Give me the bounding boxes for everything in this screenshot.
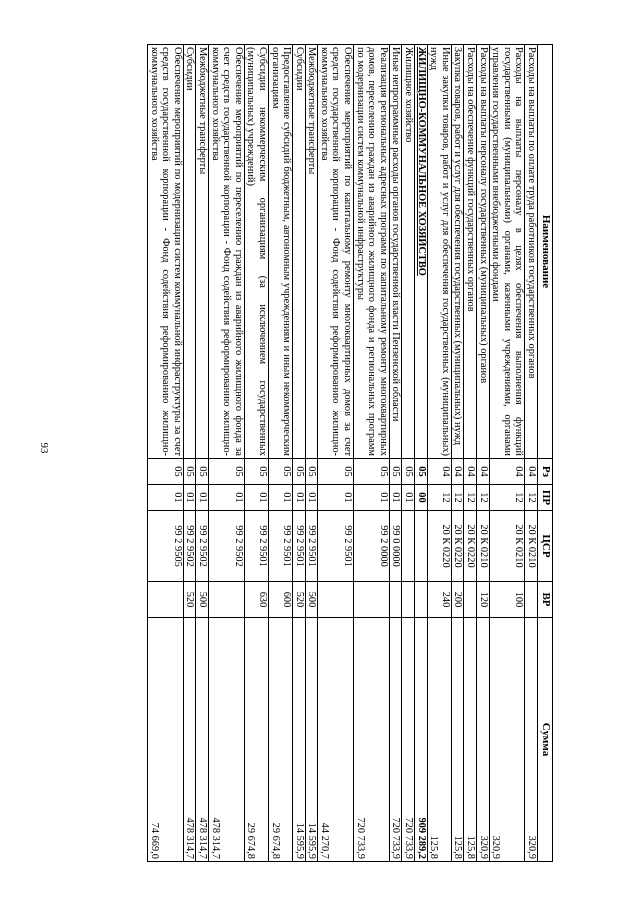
cell-name: Иные непрограммные расходы органов государственной власти Пензенской области <box>389 45 402 459</box>
cell-rz: 04 <box>525 459 538 485</box>
cell-sum: 14 595,9 <box>305 618 318 862</box>
cell-sum: 125,8 <box>464 618 477 862</box>
cell-pr: 01 <box>402 485 415 511</box>
cell-pr: 12 <box>489 485 525 511</box>
cell-pr: 01 <box>389 485 402 511</box>
table-row <box>293 45 306 862</box>
table-row <box>415 45 428 862</box>
cell-rz: 05 <box>268 459 292 485</box>
cell-csr <box>415 511 428 582</box>
cell-sum: 478 314,7 <box>208 618 244 862</box>
cell-csr: 99 0 0000 <box>389 511 402 582</box>
cell-sum: 74 669,0 <box>148 618 184 862</box>
cell-csr <box>402 511 415 582</box>
cell-sum: 320,9 <box>489 618 525 862</box>
cell-name: Обеспечение мероприятий по модернизации систем коммунальной инфраструктуры за счет средств государственной корпорации - Фонд содействия реформированию жилищно-коммунального хозяйства <box>148 45 184 459</box>
cell-name: Субсидии <box>183 45 196 459</box>
cell-pr: 12 <box>464 485 477 511</box>
cell-csr: 99 2 9501 <box>293 511 306 582</box>
cell-sum: 14 595,9 <box>293 618 306 862</box>
cell-vr <box>208 582 244 618</box>
cell-csr: 99 2 9501 <box>244 511 268 582</box>
table-header-row <box>538 45 553 862</box>
cell-rz: 05 <box>402 459 415 485</box>
cell-rz: 05 <box>148 459 184 485</box>
cell-pr: 01 <box>148 485 184 511</box>
budget-table <box>147 44 553 862</box>
cell-name: Расходы на выплаты по оплате труда работников государственных органов <box>525 45 538 459</box>
cell-pr: 01 <box>196 485 209 511</box>
cell-pr: 00 <box>415 485 428 511</box>
cell-pr: 01 <box>208 485 244 511</box>
cell-name: Межбюджетные трансферты <box>196 45 209 459</box>
cell-name: Предоставление субсидий бюджетным, автономным учреждениям и иным некоммерческим организациям <box>268 45 292 459</box>
cell-vr: 500 <box>196 582 209 618</box>
cell-vr: 600 <box>268 582 292 618</box>
cell-csr: 99 2 9505 <box>148 511 184 582</box>
cell-rz: 04 <box>427 459 451 485</box>
cell-csr: 20 К 0220 <box>427 511 451 582</box>
cell-pr: 01 <box>305 485 318 511</box>
cell-name: ЖИЛИЩНО-КОММУНАЛЬНОЕ ХОЗЯЙСТВО <box>415 45 428 459</box>
cell-rz: 05 <box>244 459 268 485</box>
header-vr: ВР <box>538 582 553 618</box>
table-row <box>305 45 318 862</box>
cell-pr: 01 <box>354 485 390 511</box>
cell-rz: 04 <box>451 459 464 485</box>
cell-csr: 99 2 9502 <box>183 511 196 582</box>
header-name: Наименование <box>538 45 553 459</box>
table-row <box>183 45 196 862</box>
cell-name: Обеспечение мероприятий по переселению граждан из аварийного жилищного фонда за счет средств государственной корпорации - Фонд содействия реформированию жилищно-коммунального хозяйства <box>208 45 244 459</box>
cell-rz: 05 <box>293 459 306 485</box>
table-row <box>451 45 464 862</box>
table-row <box>525 45 538 862</box>
header-sum: Сумма <box>538 618 553 862</box>
cell-rz: 05 <box>305 459 318 485</box>
cell-vr: 520 <box>183 582 196 618</box>
cell-csr: 99 2 9501 <box>305 511 318 582</box>
cell-csr: 99 2 9502 <box>196 511 209 582</box>
cell-rz: 05 <box>208 459 244 485</box>
cell-vr <box>354 582 390 618</box>
cell-name: Реализация региональных адресных программ по капитальному ремонту многоквартирных домов, переселению граждан из аварийного жилищного фонда и региональных программ по модернизации систем коммунальной инфраструктуры <box>354 45 390 459</box>
cell-name: Межбюджетные трансферты <box>305 45 318 459</box>
cell-vr: 200 <box>451 582 464 618</box>
cell-sum: 720 733,9 <box>402 618 415 862</box>
cell-rz: 05 <box>196 459 209 485</box>
table-body <box>148 45 538 862</box>
table-row <box>354 45 390 862</box>
cell-vr: 100 <box>489 582 525 618</box>
cell-name: Обеспечение мероприятий по капитальному ремонту многоквартирных домов за счет средств государственной корпорации - Фонд содействия реформированию жилищно-коммунального хозяйства <box>318 45 354 459</box>
cell-vr <box>464 582 477 618</box>
cell-name: Расходы на обеспечение функций государственных органов <box>464 45 477 459</box>
cell-pr: 01 <box>293 485 306 511</box>
cell-vr <box>525 582 538 618</box>
cell-csr: 20 К 0220 <box>451 511 464 582</box>
table-row <box>196 45 209 862</box>
table-row <box>148 45 184 862</box>
cell-rz: 05 <box>354 459 390 485</box>
cell-vr <box>318 582 354 618</box>
cell-sum: 320,9 <box>525 618 538 862</box>
table-row <box>477 45 490 862</box>
cell-vr: 240 <box>427 582 451 618</box>
cell-csr: 20 К 0210 <box>525 511 538 582</box>
cell-rz: 05 <box>415 459 428 485</box>
cell-pr: 01 <box>318 485 354 511</box>
cell-rz: 04 <box>489 459 525 485</box>
cell-pr: 12 <box>477 485 490 511</box>
cell-rz: 05 <box>183 459 196 485</box>
cell-name: Жилищное хозяйство <box>402 45 415 459</box>
cell-pr: 12 <box>525 485 538 511</box>
page-number: 93 <box>38 442 50 454</box>
cell-name: Расходы на выплаты персоналу в целях обеспечения выполнения функций государственными (муниципальными) органами, казенными учреждениями, органами управления государственными внебюджетными фондами <box>489 45 525 459</box>
cell-csr: 99 2 9501 <box>318 511 354 582</box>
cell-name: Расходы на выплаты персоналу государственных (муниципальных) органов <box>477 45 490 459</box>
cell-rz: 05 <box>318 459 354 485</box>
cell-csr: 20 К 0210 <box>477 511 490 582</box>
header-pr: ПР <box>538 485 553 511</box>
table-row <box>402 45 415 862</box>
header-rz: Рз <box>538 459 553 485</box>
table-row <box>318 45 354 862</box>
cell-name: Субсидии некоммерческим организациям (за исключением государственных (муниципальных) учреждений) <box>244 45 268 459</box>
table-row <box>244 45 268 862</box>
cell-sum: 125,8 <box>451 618 464 862</box>
table-row <box>427 45 451 862</box>
header-csr: ЦСР <box>538 511 553 582</box>
cell-vr <box>415 582 428 618</box>
cell-sum: 320,9 <box>477 618 490 862</box>
cell-sum: 44 270,7 <box>318 618 354 862</box>
cell-sum: 478 314,7 <box>196 618 209 862</box>
table-row <box>208 45 244 862</box>
cell-name: Иные закупки товаров, работ и услуг для обеспечения государственных (муниципальных) нужд <box>427 45 451 459</box>
cell-pr: 12 <box>427 485 451 511</box>
cell-vr <box>148 582 184 618</box>
cell-sum: 125,8 <box>427 618 451 862</box>
cell-sum: 29 674,8 <box>268 618 292 862</box>
cell-csr: 99 2 9501 <box>268 511 292 582</box>
cell-vr <box>402 582 415 618</box>
cell-vr: 520 <box>293 582 306 618</box>
cell-rz: 04 <box>464 459 477 485</box>
cell-csr: 99 2 9502 <box>208 511 244 582</box>
table-row <box>268 45 292 862</box>
cell-name: Закупка товаров, работ и услуг для обеспечения государственных (муниципальных) нужд <box>451 45 464 459</box>
cell-pr: 01 <box>183 485 196 511</box>
cell-sum: 720 733,9 <box>354 618 390 862</box>
cell-csr: 20 К 0210 <box>489 511 525 582</box>
rotated-table-container <box>78 44 553 861</box>
cell-pr: 01 <box>244 485 268 511</box>
cell-sum: 478 314,7 <box>183 618 196 862</box>
cell-sum: 909 289,2 <box>415 618 428 862</box>
cell-sum: 29 674,8 <box>244 618 268 862</box>
cell-vr <box>389 582 402 618</box>
cell-rz: 05 <box>389 459 402 485</box>
cell-pr: 01 <box>268 485 292 511</box>
cell-pr: 12 <box>451 485 464 511</box>
cell-rz: 04 <box>477 459 490 485</box>
cell-name: Субсидии <box>293 45 306 459</box>
cell-csr: 20 К 0220 <box>464 511 477 582</box>
cell-sum: 720 733,9 <box>389 618 402 862</box>
cell-vr: 630 <box>244 582 268 618</box>
table-row <box>464 45 477 862</box>
table-row <box>389 45 402 862</box>
cell-vr: 500 <box>305 582 318 618</box>
cell-csr: 99 2 0000 <box>354 511 390 582</box>
cell-vr: 120 <box>477 582 490 618</box>
table-row <box>489 45 525 862</box>
